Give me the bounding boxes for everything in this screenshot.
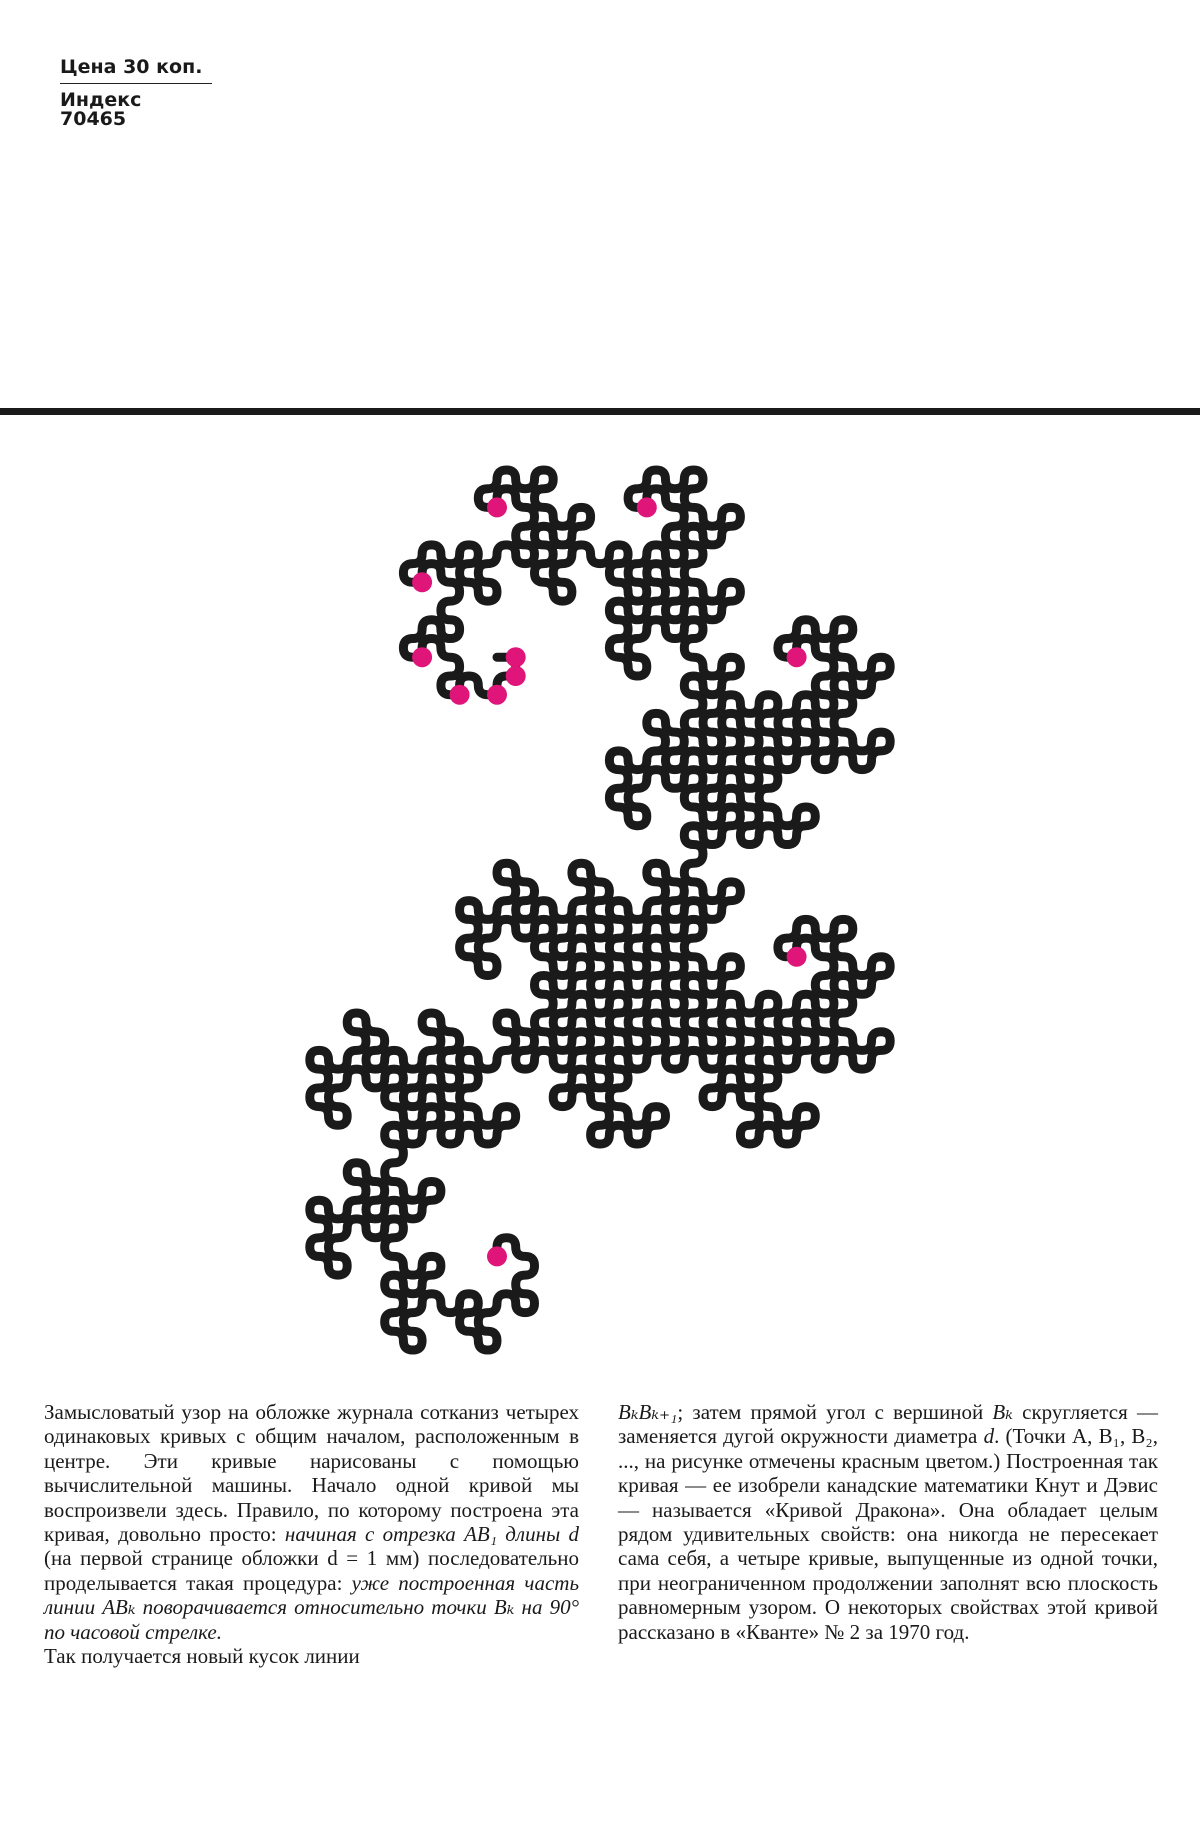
- dragon-point-marker: [787, 947, 807, 967]
- dragon-point-marker: [487, 685, 507, 705]
- dragon-point-marker: [506, 647, 526, 667]
- caption-text: (на первой странице обложки d = 1 мм) последовательно проделывается такая процедура:: [44, 1546, 579, 1595]
- dragon-curve-figure: [0, 440, 1200, 1380]
- dragon-point-marker: [412, 647, 432, 667]
- dragon-point-marker: [506, 666, 526, 686]
- caption-italic-text: начиная с отрезка AB₁ длины d: [284, 1522, 579, 1547]
- price-index-block: [60, 58, 212, 129]
- caption-italic-text: уже построенная часть линии ABₖ поворачивается относительно точки Bₖ на 90° по часовой стрелке.: [44, 1570, 579, 1644]
- index-label: Индекс 70465: [60, 89, 142, 130]
- dragon-point-marker: [412, 572, 432, 592]
- dragon-point-marker: [637, 497, 657, 517]
- caption-left-column: [44, 1400, 579, 1668]
- caption-paragraph-3: [618, 1400, 1158, 1644]
- dragon-curve-icon: [0, 440, 1200, 1380]
- horizontal-rule: [0, 408, 1200, 415]
- dragon-curve-line: [310, 470, 890, 1350]
- caption-text: Замысловатый узор на обложке журнала сотканиз четырех одинаковых кривых с общим началом, расположенным в центре. Эти кривые нарисованы с помощью вычислительной машины. Начало одной кривой мы воспроизвели здесь. Правило, по которому построена эта кривая, довольно просто:: [44, 1400, 579, 1547]
- dragon-point-marker: [787, 647, 807, 667]
- dragon-point-marker: [487, 1246, 507, 1266]
- caption-text: . (Точки A, B₁, B₂, ..., на рисунке отмечены красным цветом.) Построенная так кривая — ее изобрели канадские математики Кнут и Дэвис — называется «Кривой Дракона». Она обладает целым рядом удивительных свойств: она никогда не пересекает сама себя, а четыре кривые, выпущенные из одной точки, при неограниченном продолжении заполнят всю плоскость равномерным узором. О некоторых свойствах этой кривой рассказано в «Кванте» № 2 за 1970 год.: [618, 1424, 1158, 1644]
- caption-paragraph-1: [44, 1400, 579, 1644]
- caption-paragraph-2: Так получается новый кусок линии: [44, 1644, 360, 1669]
- caption-right-column: [618, 1400, 1158, 1644]
- dragon-point-marker: [487, 497, 507, 517]
- caption-text: ; затем прямой угол с вершиной: [677, 1400, 993, 1424]
- caption-italic-text: BₖBₖ₊₁: [618, 1400, 678, 1424]
- caption-text: скругляется — заменяется дугой окружности диаметра: [618, 1400, 1159, 1449]
- caption-italic-text: Bₖ: [992, 1400, 1013, 1424]
- price-label: Цена 30 коп.: [60, 58, 212, 84]
- caption-italic-text: d: [983, 1424, 995, 1449]
- dragon-point-marker: [450, 685, 470, 705]
